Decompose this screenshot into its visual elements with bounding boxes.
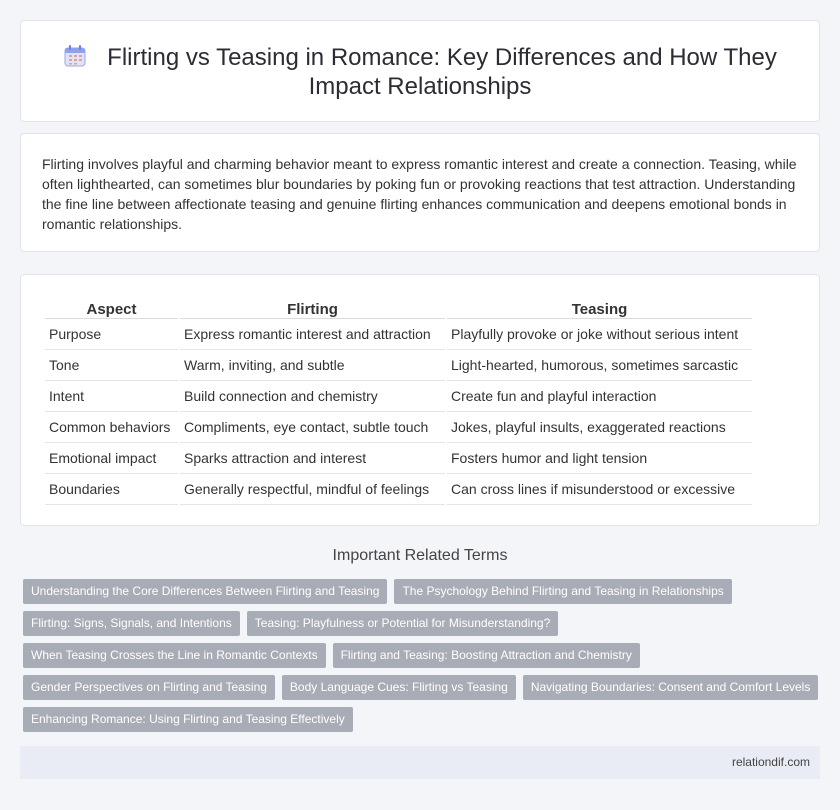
comparison-table [43, 297, 754, 505]
cell-aspect: Intent [45, 381, 178, 412]
cell-flirting: Express romantic interest and attraction [180, 319, 445, 350]
related-tag[interactable]: Flirting and Teasing: Boosting Attraction and Chemistry [333, 643, 640, 668]
header-flirting: Flirting [180, 297, 445, 319]
cell-aspect: Purpose [45, 319, 178, 350]
header-card [20, 20, 820, 122]
cell-teasing: Can cross lines if misunderstood or excessive [447, 474, 752, 505]
cell-aspect: Tone [45, 350, 178, 381]
calendar-icon [63, 44, 87, 68]
header-aspect: Aspect [45, 297, 178, 319]
cell-teasing: Fosters humor and light tension [447, 443, 752, 474]
intro-card [20, 133, 820, 252]
related-tag[interactable]: The Psychology Behind Flirting and Teasing in Relationships [394, 579, 731, 604]
table-row [45, 474, 752, 505]
cell-flirting: Warm, inviting, and subtle [180, 350, 445, 381]
cell-flirting: Generally respectful, mindful of feelings [180, 474, 445, 505]
header-teasing: Teasing [447, 297, 752, 319]
related-tag[interactable]: Navigating Boundaries: Consent and Comfort Levels [523, 675, 819, 700]
related-tag[interactable]: Teasing: Playfulness or Potential for Misunderstanding? [247, 611, 559, 636]
cell-teasing: Light-hearted, humorous, sometimes sarcastic [447, 350, 752, 381]
cell-teasing: Create fun and playful interaction [447, 381, 752, 412]
intro-paragraph: Flirting involves playful and charming behavior meant to express romantic interest and create a connection. Teasing, while often lighthearted, can sometimes blur boundaries by poking fun or provoking reactions that test attraction. Understanding the fine line between affectionate teasing and genuine flirting enhances communication and deepens emotional bonds in romantic relationships. [42, 156, 797, 232]
tag-row [23, 675, 823, 707]
page-title-text: Flirting vs Teasing in Romance: Key Differences and How They Impact Relationships [107, 44, 777, 100]
related-tag[interactable]: Flirting: Signs, Signals, and Intentions [23, 611, 240, 636]
related-tag[interactable]: Understanding the Core Differences Between Flirting and Teasing [23, 579, 387, 604]
tag-row [23, 579, 823, 611]
related-tag[interactable]: Body Language Cues: Flirting vs Teasing [282, 675, 516, 700]
tag-row [23, 707, 823, 739]
related-tag[interactable]: When Teasing Crosses the Line in Romantic Contexts [23, 643, 326, 668]
cell-aspect: Common behaviors [45, 412, 178, 443]
tag-row [23, 643, 823, 675]
cell-aspect: Boundaries [45, 474, 178, 505]
cell-teasing: Playfully provoke or joke without serious intent [447, 319, 752, 350]
footer-site-link[interactable]: relationdif.com [731, 755, 810, 769]
comparison-card [20, 274, 820, 526]
page-title [21, 43, 819, 101]
table-row [45, 350, 752, 381]
table-row [45, 319, 752, 350]
related-tag[interactable]: Enhancing Romance: Using Flirting and Teasing Effectively [23, 707, 353, 732]
cell-flirting: Build connection and chemistry [180, 381, 445, 412]
tag-row [23, 611, 823, 643]
table-header-row [45, 297, 752, 319]
cell-teasing: Jokes, playful insults, exaggerated reactions [447, 412, 752, 443]
table-row [45, 443, 752, 474]
related-tags [23, 579, 823, 739]
cell-aspect: Emotional impact [45, 443, 178, 474]
title-wrap [21, 43, 819, 101]
related-tag[interactable]: Gender Perspectives on Flirting and Teasing [23, 675, 275, 700]
table-row [45, 412, 752, 443]
cell-flirting: Compliments, eye contact, subtle touch [180, 412, 445, 443]
footer [20, 746, 820, 779]
table-row [45, 381, 752, 412]
related-terms-heading: Important Related Terms [332, 547, 508, 564]
cell-flirting: Sparks attraction and interest [180, 443, 445, 474]
